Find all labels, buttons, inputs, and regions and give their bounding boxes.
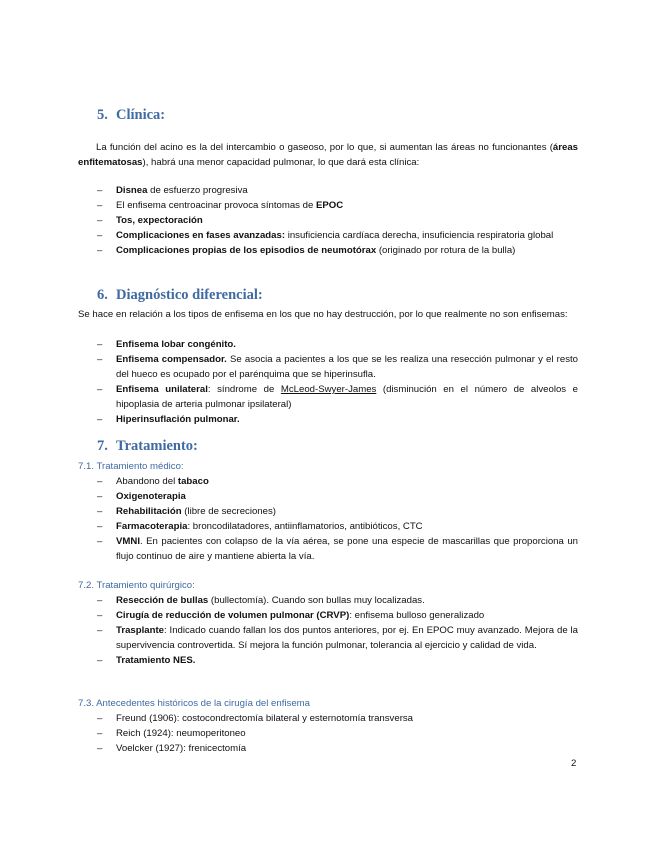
item-text: Freund (1906): costocondrectomía bilateral y esternotomía transversa (116, 713, 414, 724)
item-text: . En pacientes con colapso de la vía aérea, se pone una especie de mascarillas que proporciona un flujo continuo de aire y mantiene abierta la vía. (116, 536, 578, 562)
section-5-heading (97, 106, 165, 124)
item-bold: Enfisema unilateral (116, 384, 208, 395)
item-text: : síndrome de (207, 384, 281, 395)
item-bold: EPOC (315, 200, 344, 211)
list-item (97, 198, 578, 213)
item-bold: Resección de bullas (116, 595, 209, 606)
bullet-dash: – (97, 713, 103, 724)
list-item (97, 519, 578, 534)
list-item (97, 504, 578, 519)
section-6-list (97, 337, 578, 427)
list-item (97, 653, 578, 668)
item-bold: Complicaciones propias de los episodios de neumotórax (116, 245, 377, 256)
section-6-heading (97, 286, 263, 304)
bullet-dash: – (97, 610, 103, 621)
bullet-dash: – (97, 506, 103, 517)
section-7-heading (97, 437, 198, 455)
list-item (97, 741, 578, 756)
item-text: (libre de secreciones) (181, 506, 276, 517)
item-text: : broncodilatadores, antiinflamatorios, antibióticos, CTC (187, 521, 423, 532)
item-text: insuficiencia cardíaca derecha, insuficiencia respiratoria global (285, 230, 554, 241)
list-item (97, 412, 578, 427)
list-item (97, 352, 578, 382)
list-item (97, 489, 578, 504)
section-7-number: 7. (97, 438, 108, 454)
item-bold: Cirugía de reducción de volumen pulmonar (CRVP) (116, 610, 350, 621)
item-bold: Enfisema compensador. (116, 354, 227, 365)
item-text: : Indicado cuando fallan los dos puntos anteriores, por ej. En EPOC muy avanzado. Mejora de la supervivencia controvertida. Sí mejora la función pulmonar, tolerancia al ejercicio y calidad de vida. (116, 625, 578, 651)
list-item (97, 213, 578, 228)
section-6-number: 6. (97, 287, 108, 303)
bullet-dash: – (97, 743, 103, 754)
item-text: Voelcker (1927): frenicectomía (116, 743, 247, 754)
bullet-dash: – (97, 185, 103, 196)
section-5-intro (78, 140, 578, 170)
list-item (97, 382, 578, 412)
item-bold: VMNI (116, 536, 140, 547)
bullet-dash: – (97, 521, 103, 532)
item-bold: Farmacoterapia (116, 521, 188, 532)
list-item (97, 183, 578, 198)
list-item (97, 474, 578, 489)
bullet-dash: – (97, 625, 103, 636)
bullet-dash: – (97, 414, 103, 425)
list-item (97, 593, 578, 608)
subsection-7-2-title: 7.2. Tratamiento quirúrgico: (78, 580, 195, 591)
section-5-number: 5. (97, 107, 108, 123)
item-bold: Disnea (116, 185, 148, 196)
bullet-dash: – (97, 354, 103, 365)
item-bold: Oxigenoterapia (116, 491, 186, 502)
subsection-7-2-list (97, 593, 578, 668)
bullet-dash: – (97, 476, 103, 487)
bullet-dash: – (97, 384, 103, 395)
intro-text: ), habrá una menor capacidad pulmonar, lo que dará esta clínica: (142, 157, 420, 168)
item-bold: Tratamiento NES. (116, 655, 196, 666)
item-text: (disminución en el número de alveolos e hipoplasia de arteria pulmonar ipsilateral) (116, 384, 578, 410)
item-text: Se asocia a pacientes a los que se les realiza una resección pulmonar y el resto del hueco es ocupado por el parénquima que se hiperinsufla. (116, 354, 579, 380)
item-text: de esfuerzo progresiva (147, 185, 248, 196)
list-item (97, 337, 578, 352)
bullet-dash: – (97, 215, 103, 226)
item-bold: Rehabilitación (116, 506, 182, 517)
item-text: El enfisema centroacinar provoca síntomas de (116, 200, 316, 211)
item-bold: tabaco (177, 476, 209, 487)
item-text: (originado por rotura de la bulla) (376, 245, 516, 256)
page-number: 2 (571, 758, 577, 769)
list-item (97, 711, 578, 726)
item-text: (bullectomía). Cuando son bullas muy localizadas. (208, 595, 425, 606)
intro-text: La función del acino es la del intercambio o gaseoso, por lo que, si aumentan las áreas no funcionantes ( (96, 142, 553, 153)
list-item (97, 228, 578, 243)
bullet-dash: – (97, 655, 103, 666)
section-6-title: Diagnóstico diferencial: (116, 287, 263, 303)
subsection-7-1-title: 7.1. Tratamiento médico: (78, 461, 184, 472)
list-item (97, 243, 578, 258)
syndrome-link[interactable]: McLeod-Swyer-James (280, 384, 377, 395)
bullet-dash: – (97, 200, 103, 211)
list-item (97, 726, 578, 741)
item-text: Reich (1924): neumoperitoneo (116, 728, 246, 739)
section-5-title: Clínica: (116, 107, 166, 123)
bullet-dash: – (97, 245, 103, 256)
section-7-title: Tratamiento: (116, 438, 198, 454)
bullet-dash: – (97, 595, 103, 606)
item-bold: Hiperinsuflación pulmonar. (116, 414, 240, 425)
bullet-dash: – (97, 728, 103, 739)
item-bold: Trasplante (116, 625, 164, 636)
list-item (97, 623, 578, 653)
intro-bold: áreas enfitematosas (78, 142, 578, 168)
bullet-dash: – (97, 339, 103, 350)
list-item (97, 608, 578, 623)
subsection-7-3-title: 7.3. Antecedentes históricos de la cirugía del enfisema (78, 698, 310, 709)
subsection-7-1-list (97, 474, 578, 564)
item-text: : enfisema bulloso generalizado (349, 610, 485, 621)
subsection-7-3-list (97, 711, 578, 756)
bullet-dash: – (97, 230, 103, 241)
item-bold: Enfisema lobar congénito. (116, 339, 236, 350)
item-bold: Tos, expectoración (116, 215, 203, 226)
section-6-intro: Se hace en relación a los tipos de enfisema en los que no hay destrucción, por lo que realmente no son enfisemas: (78, 309, 568, 320)
item-text: Abandono del (116, 476, 178, 487)
bullet-dash: – (97, 491, 103, 502)
bullet-dash: – (97, 536, 103, 547)
item-bold: Complicaciones en fases avanzadas: (116, 230, 286, 241)
section-5-list (97, 183, 578, 258)
list-item (97, 534, 578, 564)
